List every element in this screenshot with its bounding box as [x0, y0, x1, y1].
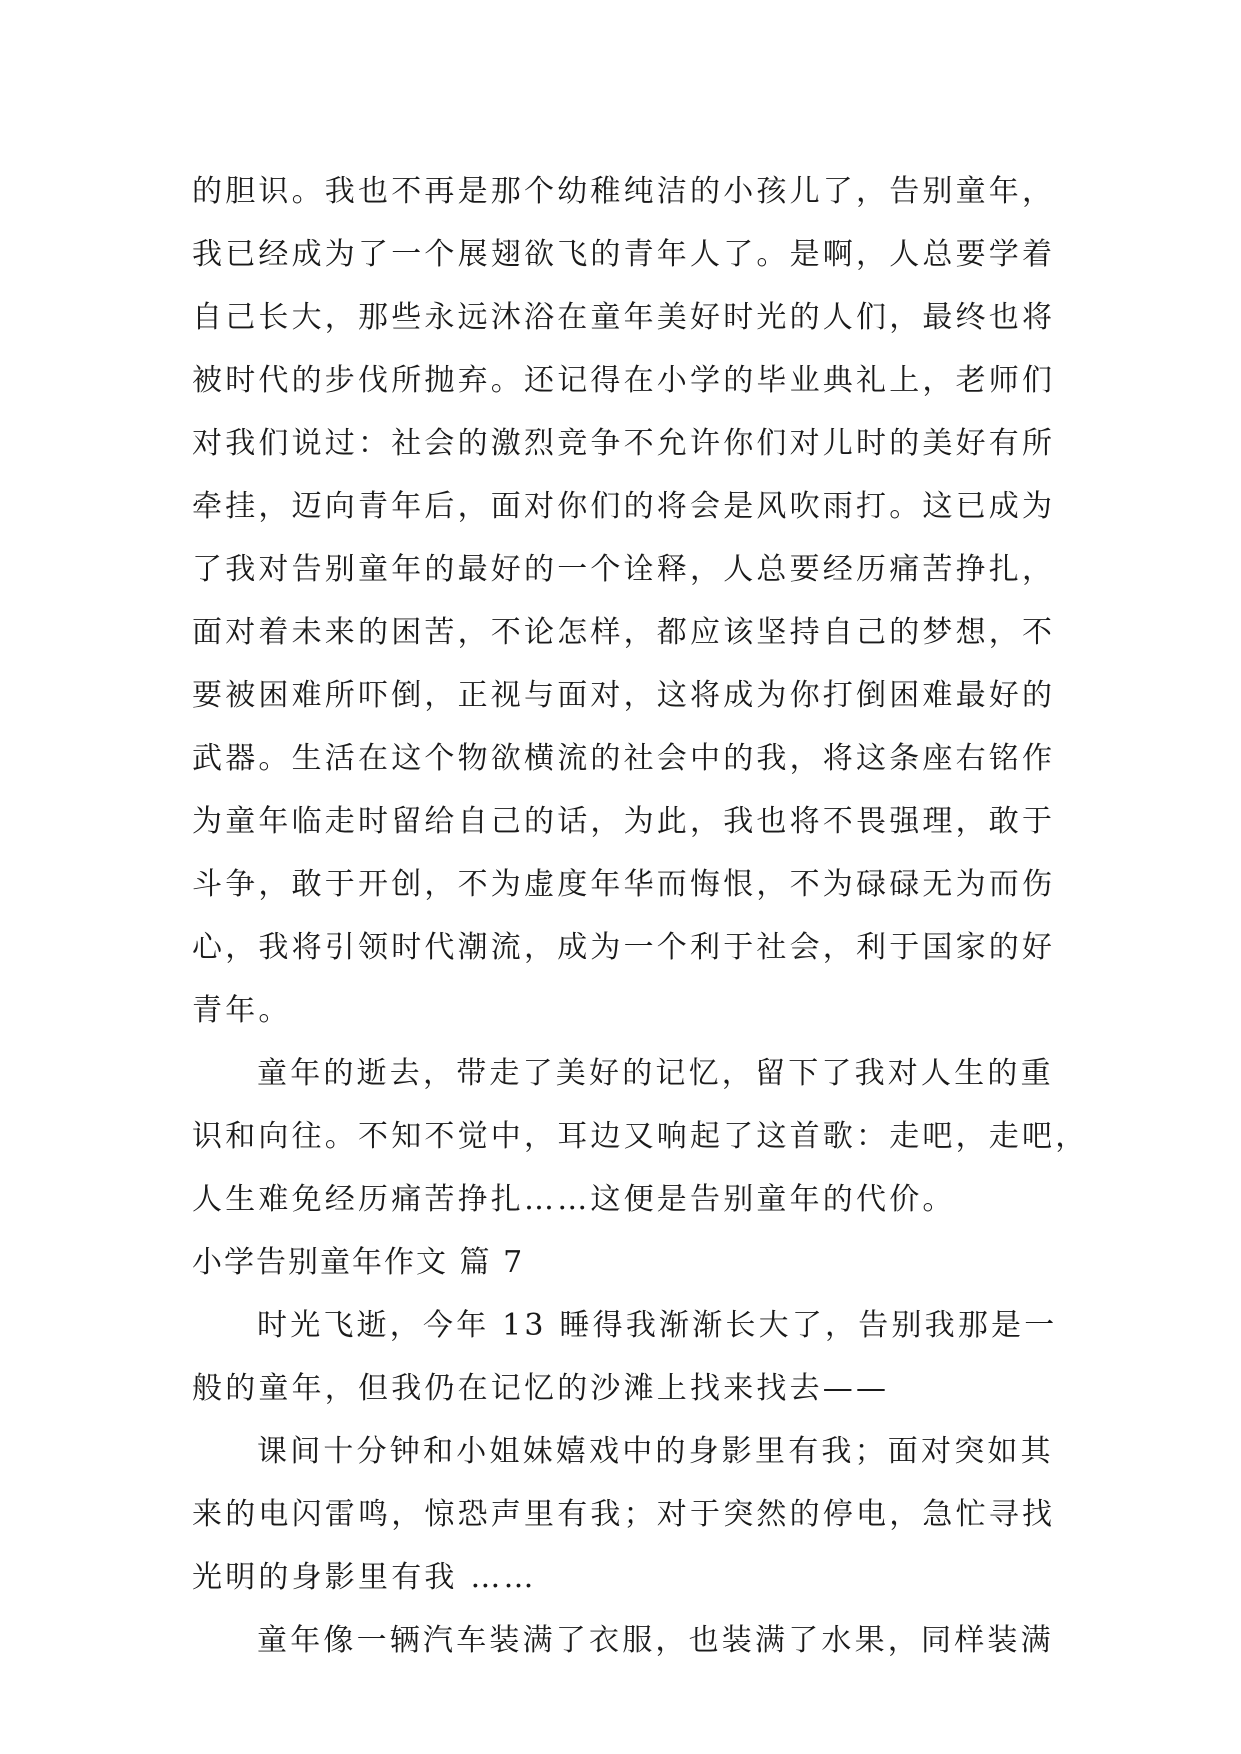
text-line: 自己长大，那些永远沐浴在童年美好时光的人们，最终也将 — [192, 300, 1056, 335]
text-line: 识和向往。不知不觉中，耳边又响起了这首歌：走吧，走吧， — [192, 1119, 1089, 1154]
text-line: 要被困难所吓倒，正视与面对，这将成为你打倒困难最好的 — [192, 678, 1056, 713]
text-line: 我已经成为了一个展翅欲飞的青年人了。是啊，人总要学着 — [192, 237, 1056, 272]
paragraph-start-line: 课间十分钟和小姐妹嬉戏中的身影里有我；面对突如其 — [257, 1434, 1054, 1469]
text-line: 心，我将引领时代潮流，成为一个利于社会，利于国家的好 — [192, 930, 1056, 965]
paragraph-start-line: 时光飞逝，今年 13 睡得我渐渐长大了，告别我那是一 — [257, 1308, 1058, 1343]
paragraph-start-line: 童年像一辆汽车装满了衣服，也装满了水果，同样装满 — [257, 1623, 1054, 1658]
text-line: 人生难免经历痛苦挣扎……这便是告别童年的代价。 — [192, 1182, 956, 1217]
text-line: 为童年临走时留给自己的话，为此，我也将不畏强理，敢于 — [192, 804, 1056, 839]
text-line: 对我们说过：社会的激烈竞争不允许你们对儿时的美好有所 — [192, 426, 1056, 461]
text-line: 武器。生活在这个物欲横流的社会中的我，将这条座右铭作 — [192, 741, 1056, 776]
text-line: 光明的身影里有我 …… — [192, 1560, 537, 1595]
section-heading: 小学告别童年作文 篇 7 — [192, 1245, 525, 1280]
text-line: 面对着未来的困苦，不论怎样，都应该坚持自己的梦想，不 — [192, 615, 1056, 650]
text-line: 的胆识。我也不再是那个幼稚纯洁的小孩儿了，告别童年， — [192, 174, 1056, 209]
text-line: 斗争，敢于开创，不为虚度年华而悔恨，不为碌碌无为而伤 — [192, 867, 1056, 902]
text-line: 了我对告别童年的最好的一个诠释，人总要经历痛苦挣扎， — [192, 552, 1056, 587]
text-line: 被时代的步伐所抛弃。还记得在小学的毕业典礼上，老师们 — [192, 363, 1056, 398]
text-line: 牵挂，迈向青年后，面对你们的将会是风吹雨打。这已成为 — [192, 489, 1056, 524]
text-line: 来的电闪雷鸣，惊恐声里有我；对于突然的停电，急忙寻找 — [192, 1497, 1056, 1532]
text-line: 般的童年，但我仍在记忆的沙滩上找来找去—— — [192, 1371, 890, 1406]
paragraph-start-line: 童年的逝去，带走了美好的记忆，留下了我对人生的重 — [257, 1056, 1054, 1091]
text-line: 青年。 — [192, 993, 292, 1028]
document-body — [192, 160, 1089, 1672]
